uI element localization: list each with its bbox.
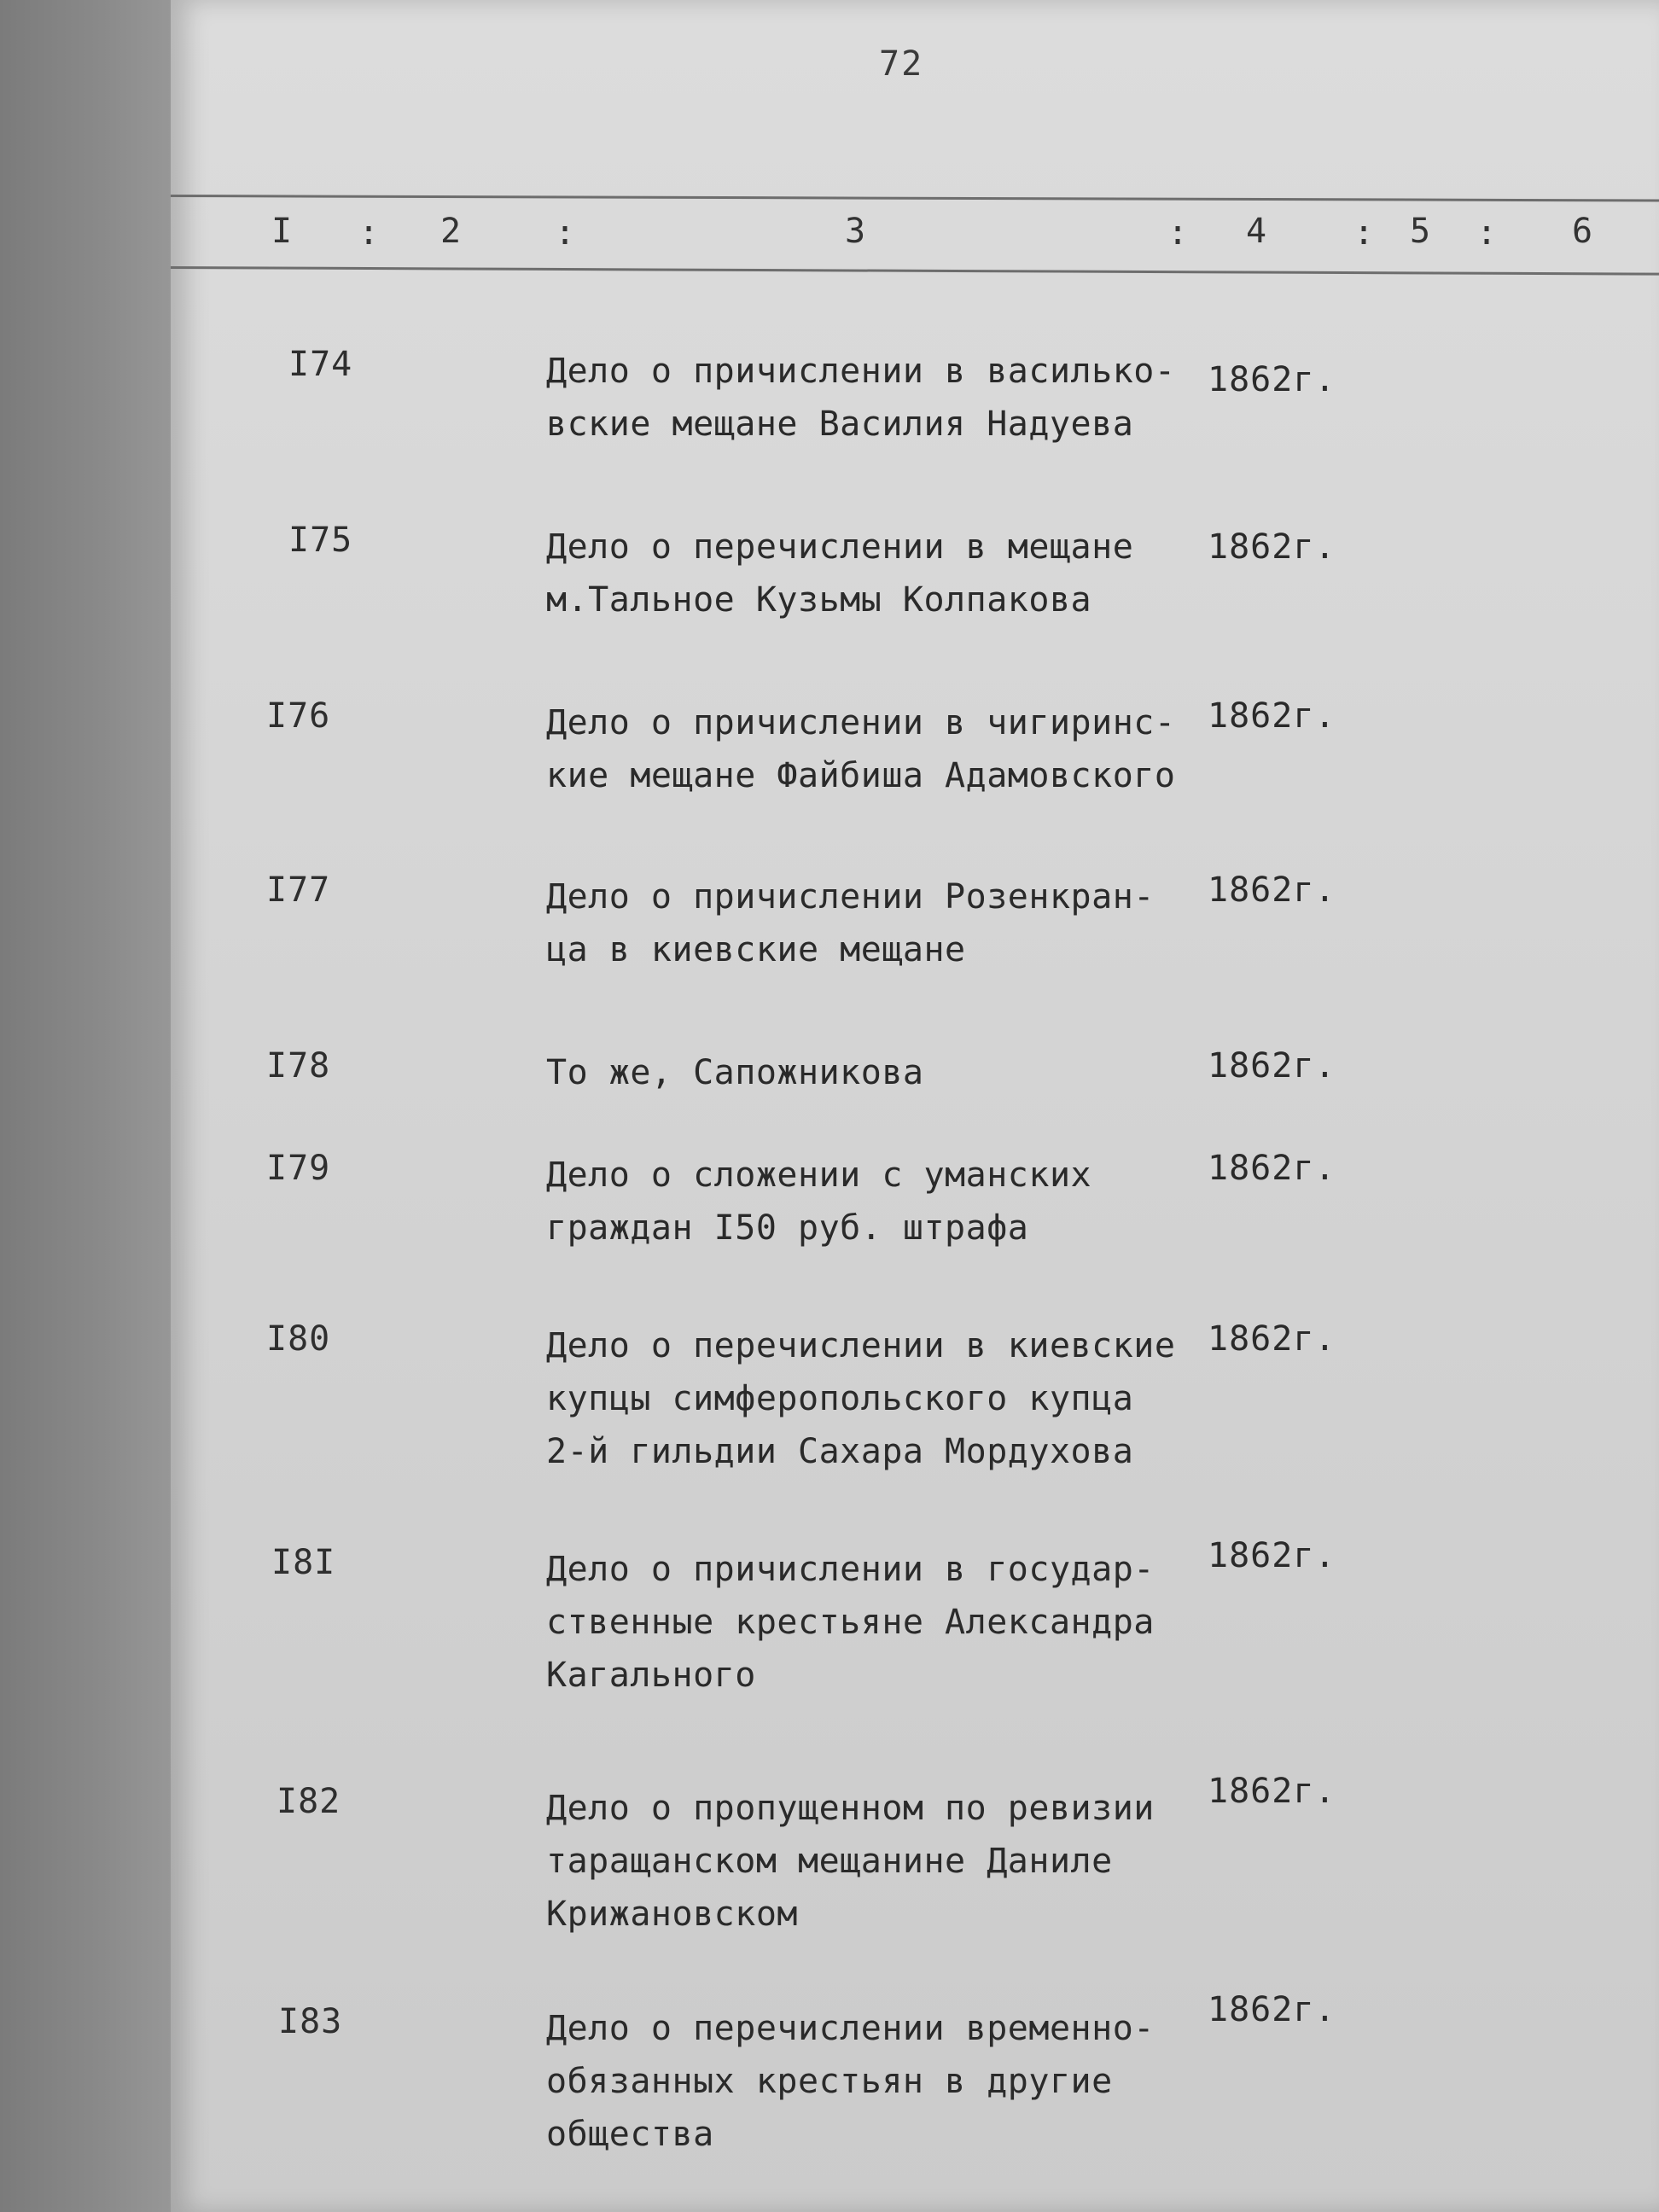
entry-description: Дело о пропущенном по ревизии таращанском мещанине Даниле Крижановском	[546, 1789, 1155, 1934]
entry-number: I78	[266, 1046, 331, 1086]
entry-description: Дело о причислении в василько- вские мещане Василия Надуева	[546, 352, 1176, 444]
column-header-1: I	[271, 212, 293, 251]
entry-description: Дело о причислении Розенкран- ца в киевские мещане	[546, 877, 1155, 969]
entry-number: I74	[288, 345, 353, 384]
entry-number: I8I	[271, 1543, 336, 1582]
entry-year: 1862г.	[1208, 360, 1336, 399]
column-header-3: 3	[845, 212, 866, 251]
entry-description: Дело о перечислении временно- обязанных крестьян в другие общества	[546, 2009, 1155, 2154]
column-separator-3: :	[1167, 213, 1189, 253]
entry-description: Дело о причислении в чигиринс- кие мещане Файбиша Адамовского	[546, 703, 1176, 795]
page-number: 72	[879, 44, 924, 84]
column-separator-5: :	[1476, 213, 1498, 253]
entry-year: 1862г.	[1208, 1536, 1336, 1575]
entry-number: I82	[276, 1782, 341, 1821]
entry-year: 1862г.	[1208, 1319, 1336, 1359]
column-header-2: 2	[440, 212, 462, 251]
column-header-5: 5	[1410, 212, 1431, 251]
entry-description: Дело о сложении с уманских граждан I50 руб. штрафа	[546, 1155, 1092, 1248]
entry-number: I80	[266, 1319, 331, 1359]
entry-description: Дело о перечислении в киевские купцы симферопольского купца 2-й гильдии Сахара Мордухова	[546, 1326, 1176, 1471]
entry-year: 1862г.	[1208, 527, 1336, 567]
entry-number: I79	[266, 1149, 331, 1188]
column-header-4: 4	[1246, 212, 1267, 251]
entry-description: Дело о причислении в государ- ственные крестьяне Александра Кагального	[546, 1550, 1155, 1695]
entry-number: I75	[288, 521, 353, 560]
entry-number: I77	[266, 870, 331, 910]
binding-margin	[0, 0, 171, 2212]
entry-number: I76	[266, 696, 331, 736]
entry-year: 1862г.	[1208, 1046, 1336, 1086]
entry-description: То же, Сапожникова	[546, 1053, 924, 1092]
entry-year: 1862г.	[1208, 1772, 1336, 1811]
column-separator-4: :	[1353, 213, 1375, 253]
entry-year: 1862г.	[1208, 696, 1336, 736]
entry-year: 1862г.	[1208, 1149, 1336, 1188]
column-header-6: 6	[1572, 212, 1593, 251]
column-separator-1: :	[358, 213, 380, 253]
entry-year: 1862г.	[1208, 1990, 1336, 2029]
entry-year: 1862г.	[1208, 870, 1336, 910]
entry-number: I83	[278, 2002, 343, 2041]
entry-description: Дело о перечислении в мещане м.Тальное Кузьмы Колпакова	[546, 527, 1134, 620]
column-separator-2: :	[555, 213, 576, 253]
